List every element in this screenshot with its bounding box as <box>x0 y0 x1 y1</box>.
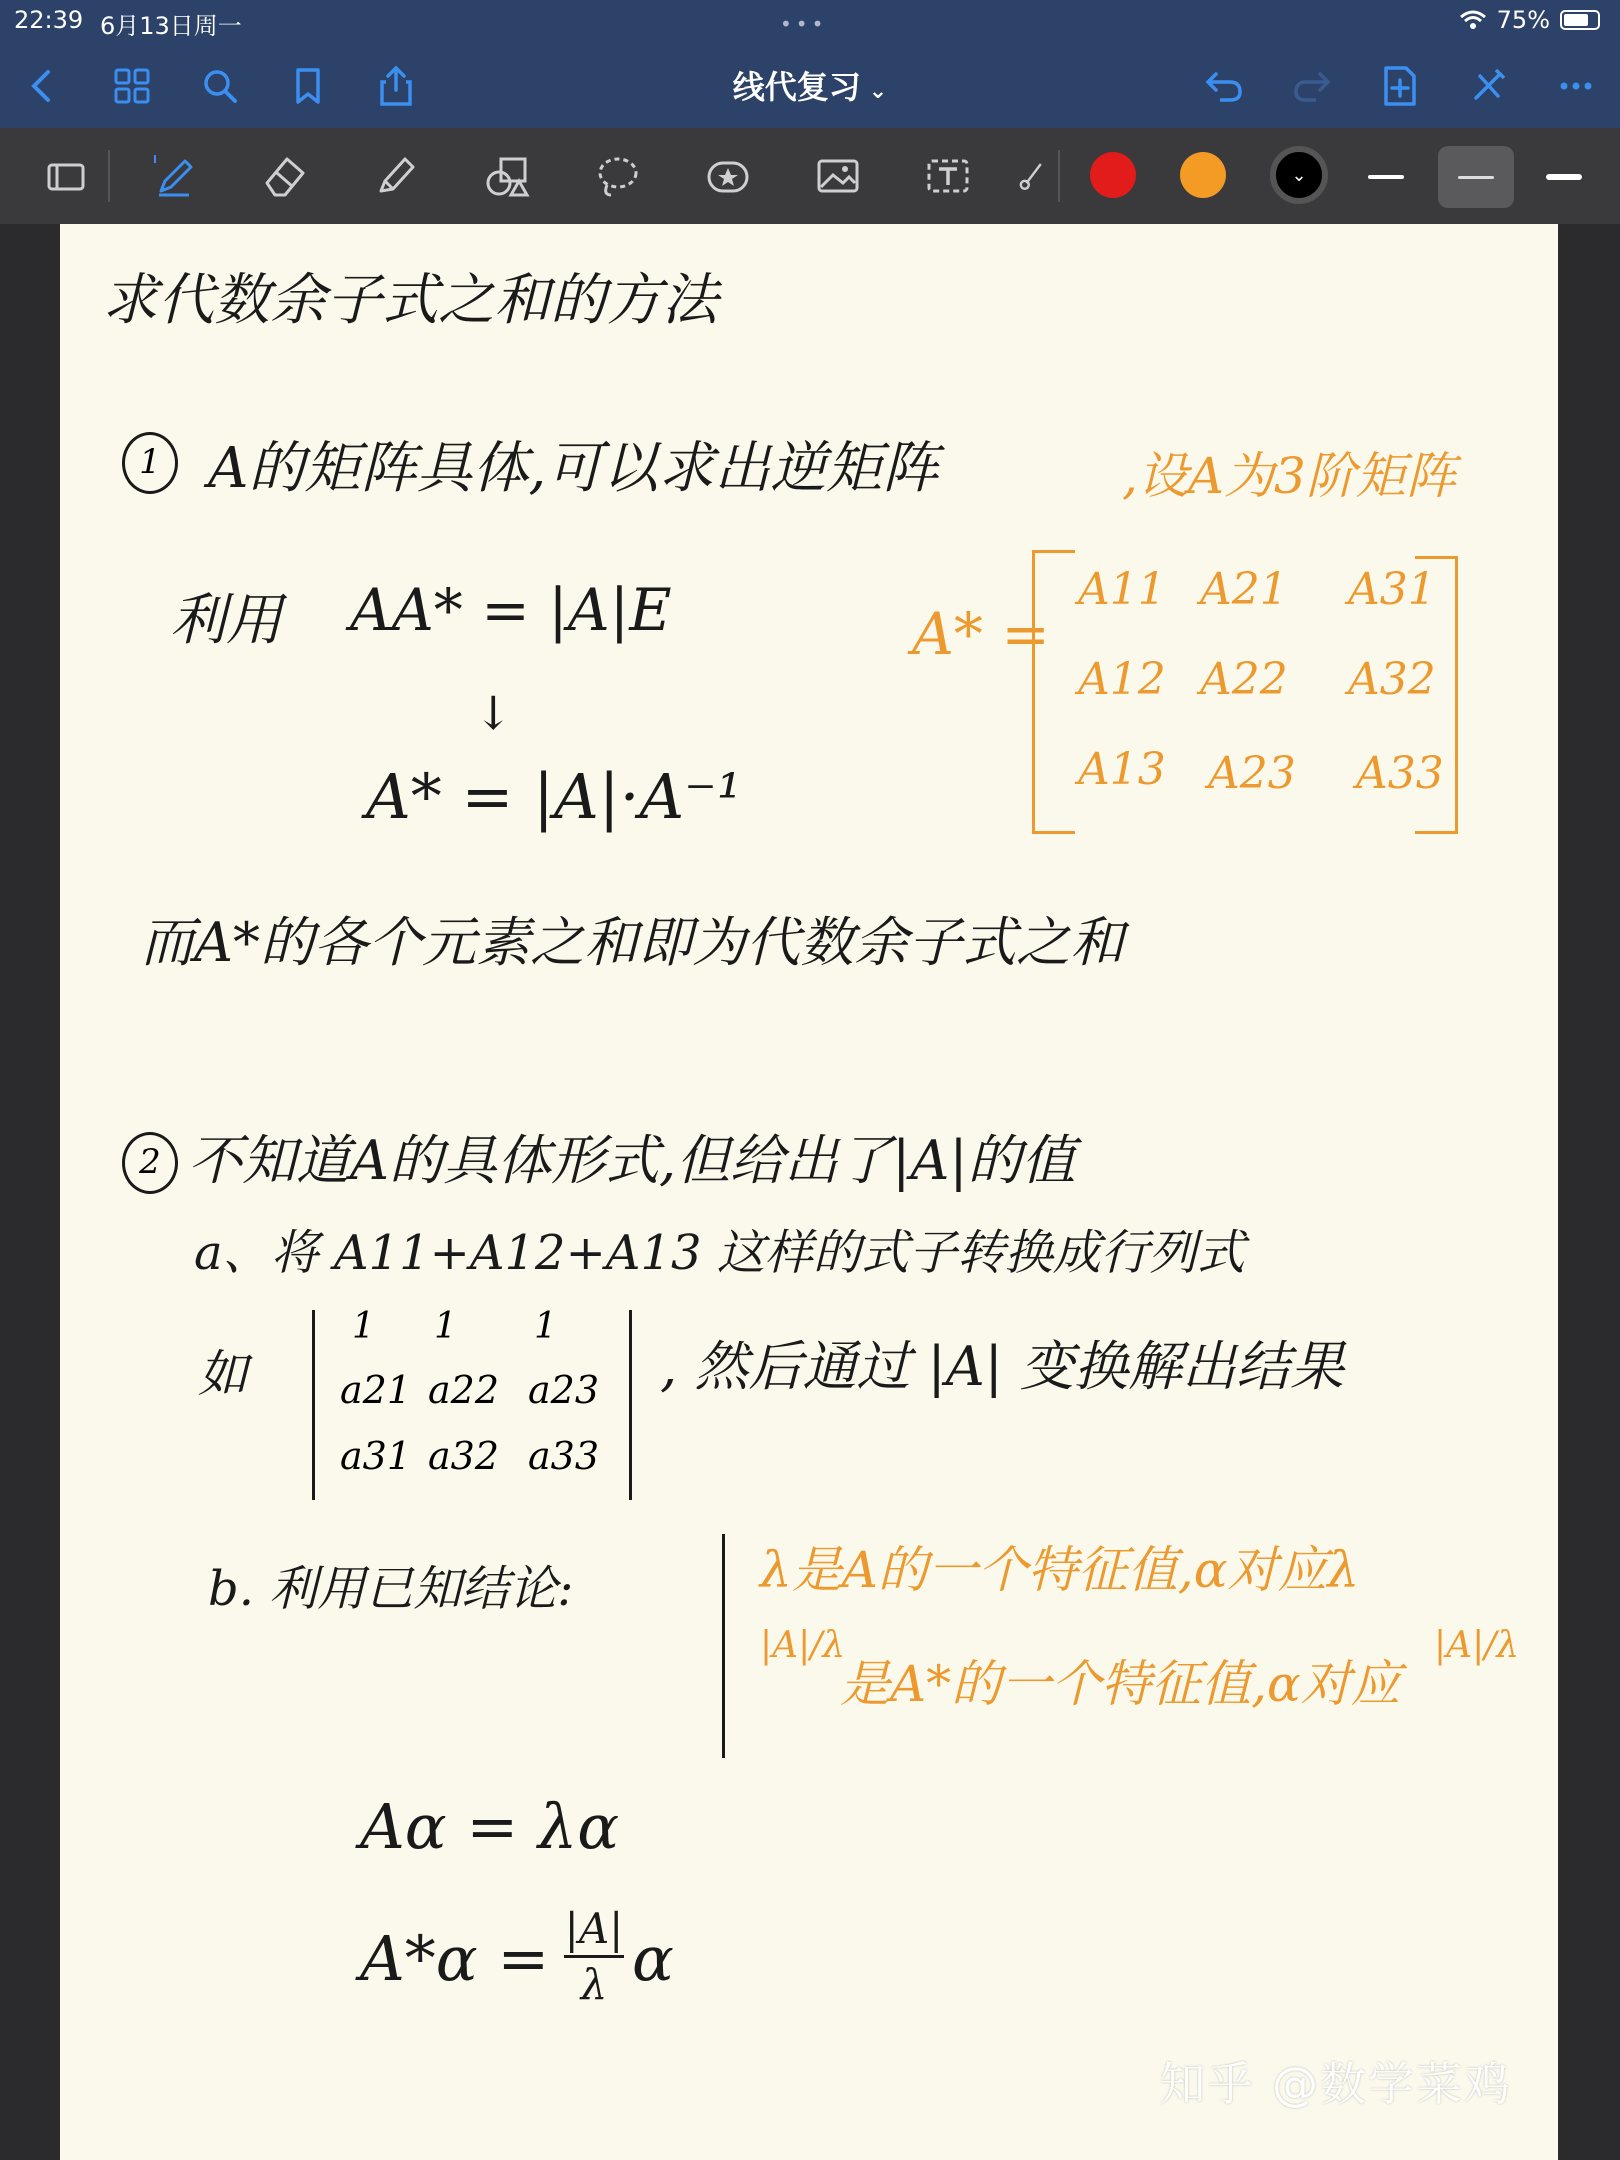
brace-line <box>722 1534 725 1758</box>
status-right <box>1459 6 1600 34</box>
eigen-equation-1: Aα = λα <box>360 1790 620 1863</box>
fraction-numerator: |A| <box>564 1904 624 1953</box>
section-1-note: ,设A为3阶矩阵 <box>1122 447 1456 505</box>
matrix-cell: A33 <box>1356 748 1444 799</box>
laser-icon[interactable] <box>1012 148 1052 204</box>
then-text: , 然后通过 |A| 变换解出结果 <box>660 1335 1345 1398</box>
matrix-cell: A13 <box>1078 744 1166 795</box>
status-date: 6月13日周一 <box>100 12 242 40</box>
equation-adj-inverse: A* = |A|·A⁻¹ <box>366 760 742 833</box>
eigen-equation-2-fraction <box>564 1904 624 2009</box>
note-heading: 求代数余子式之和的方法 <box>102 268 718 333</box>
line-width-thin[interactable] <box>1348 146 1424 208</box>
undo-icon[interactable] <box>1196 58 1252 114</box>
section-2-marker: 2 <box>122 1132 178 1194</box>
example-label: 如 <box>198 1345 248 1403</box>
section-1-text: A的矩阵具体,可以求出逆矩阵 <box>208 436 939 501</box>
toolbar-divider <box>1058 150 1060 202</box>
matrix-cell: A11 <box>1078 564 1166 615</box>
equation-adj-product: AA* = |A|E <box>350 576 672 644</box>
pen-icon[interactable] <box>142 148 206 204</box>
eigen-fraction-tail: |A|/λ <box>1434 1625 1520 1666</box>
toolbar-divider <box>108 150 110 202</box>
section-1-marker: 1 <box>122 432 178 494</box>
line-width-thick[interactable] <box>1526 146 1602 208</box>
down-arrow-icon: ↓ <box>474 686 513 740</box>
determinant-example <box>312 1306 632 1500</box>
shapes-icon[interactable] <box>476 148 540 204</box>
matrix-cell: A23 <box>1208 748 1296 799</box>
adjugate-matrix <box>1032 550 1458 834</box>
det-left-bar <box>312 1310 315 1500</box>
matrix-cell: A21 <box>1200 564 1288 615</box>
battery-percent: 75% <box>1496 6 1550 34</box>
watermark: 知乎 @数学菜鸡 <box>1159 2057 1512 2111</box>
det-cell: a22 <box>428 1368 500 1412</box>
det-cell: a33 <box>528 1434 600 1478</box>
fraction-denominator: λ <box>580 1960 608 2009</box>
det-right-bar <box>629 1310 632 1500</box>
document-title: 线代复习 <box>732 68 861 106</box>
section-1-conclusion: 而A*的各个元素之和即为代数余子式之和 <box>140 911 1124 974</box>
eigen-equation-2-right: α <box>632 1922 674 1995</box>
eigen-statement-1: λ是A的一个特征值,α对应λ <box>760 1541 1360 1599</box>
section-2-text: 不知道A的具体形式,但给出了|A|的值 <box>188 1129 1076 1192</box>
matrix-cell: A31 <box>1348 564 1436 615</box>
color-swatch-red[interactable] <box>1090 152 1136 198</box>
eigen-equation-2-left: A*α = <box>360 1922 550 1995</box>
fraction-bar <box>564 1955 624 1958</box>
lasso-icon[interactable] <box>586 148 650 204</box>
line-width-medium[interactable] <box>1438 146 1514 208</box>
chevron-down-icon: ⌄ <box>868 79 888 104</box>
color-swatch-black-selected[interactable]: ⌄ <box>1270 146 1328 204</box>
matrix-cell: A22 <box>1200 654 1288 705</box>
zoom-window-icon[interactable] <box>34 148 98 204</box>
text-icon[interactable] <box>916 148 980 204</box>
nav-bar <box>0 44 1620 128</box>
eigen-statement-2: 是A*的一个特征值,α对应 <box>840 1655 1401 1713</box>
eraser-icon[interactable] <box>252 148 316 204</box>
sticker-icon[interactable] <box>696 148 760 204</box>
image-icon[interactable] <box>806 148 870 204</box>
note-page[interactable] <box>60 224 1558 2160</box>
det-cell: a32 <box>428 1434 500 1478</box>
matrix-cell: A32 <box>1348 654 1436 705</box>
det-cell: 1 <box>534 1306 557 1347</box>
highlighter-icon[interactable] <box>364 148 428 204</box>
drawing-toolbar <box>0 128 1620 224</box>
det-cell: a23 <box>528 1368 600 1412</box>
status-time: 22:39 <box>14 6 84 34</box>
eigen-fraction: |A|/λ <box>760 1625 846 1666</box>
det-cell: a31 <box>340 1434 412 1478</box>
more-icon[interactable] <box>1548 58 1604 114</box>
redo-icon[interactable] <box>1284 58 1340 114</box>
adjugate-label: A* = <box>912 600 1050 668</box>
status-bar <box>0 0 1620 40</box>
top-bar <box>0 0 1620 128</box>
section-2a-text: a、将 A11+A12+A13 这样的式子转换成行列式 <box>194 1225 1245 1281</box>
matrix-cell: A12 <box>1078 654 1166 705</box>
det-cell: 1 <box>352 1306 375 1347</box>
battery-icon <box>1560 10 1600 30</box>
matrix-left-bracket <box>1032 550 1075 834</box>
wifi-icon <box>1459 9 1487 31</box>
color-swatch-orange[interactable] <box>1180 152 1226 198</box>
add-page-icon[interactable] <box>1372 58 1428 114</box>
det-cell: 1 <box>434 1306 457 1347</box>
det-cell: a21 <box>340 1368 412 1412</box>
close-edit-icon[interactable] <box>1460 58 1516 114</box>
using-label: 利用 <box>170 588 282 653</box>
section-2b-text: b. 利用已知结论: <box>208 1561 574 1617</box>
multitask-dots-icon[interactable]: ••• <box>780 12 828 36</box>
